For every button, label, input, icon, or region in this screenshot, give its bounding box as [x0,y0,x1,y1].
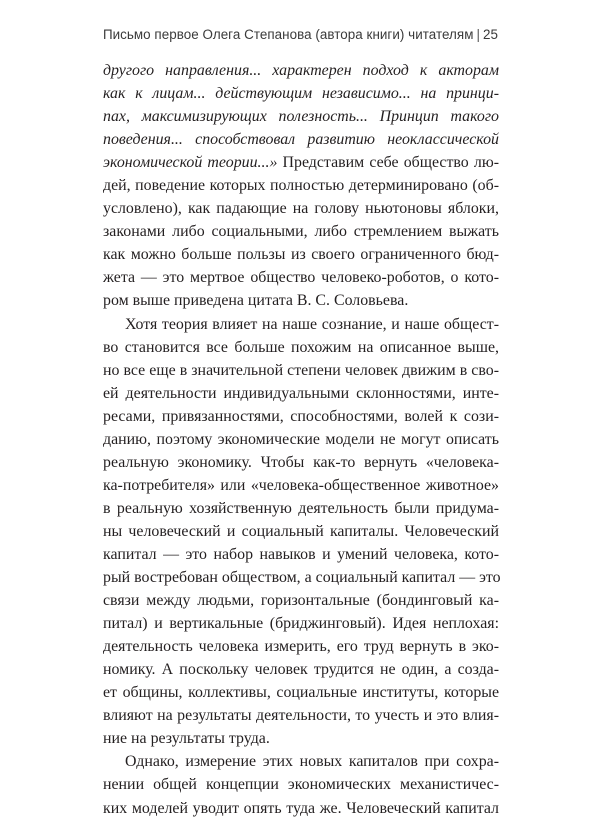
text-line: номику. А поскольку человек трудится не один, а созда- [103,661,499,679]
italic-quote: поведения... способствовал развитию неоклассической [103,131,499,149]
text-line: жета — это мертвое общество человеко-роботов, о кото- [103,269,499,287]
text-line: в реальную хозяйственную деятельность были придума- [103,499,499,517]
text-line [103,82,499,105]
page-number: 25 [483,27,498,42]
text-line: капитал — это набор навыков и умений человека, кото- [103,545,499,563]
text-line: ет общины, коллективы, социальные институты, которые [103,684,499,702]
text-line: данию, поэтому экономические модели не могут описать [103,430,499,448]
running-title: Письмо первое Олега Степанова (автора книги) читателям [102,27,474,42]
paragraph-first-line: Хотя теория влияет на наше сознание, и наше общест- [125,315,499,333]
italic-quote: экономической теории...» [103,154,278,172]
header-separator: | [476,27,480,42]
text-line: ких моделей уводит опять туда же. Человеческий капитал [103,799,499,817]
italic-quote: другого направления... характерен подход к акторам [103,62,499,79]
text-line: экономической теории...» Представим себе общество лю- [103,154,499,172]
text-line: условлено), как падающие на голову ньютоновы яблоки, [103,200,499,218]
running-head [0,27,498,42]
text-line: деятельность человека измерить, его труд вернуть в эко- [103,638,499,656]
text-line [103,128,499,151]
text-line: дей, поведение которых полностью детерминировано (об- [103,177,499,195]
text-line: но все еще в значительной степени человек движим в сво- [103,361,499,379]
paragraph-first-line: Однако, измерение этих новых капиталов при сохра- [125,753,499,771]
text-line: во становится все больше похожим на описанное выше, [103,338,499,356]
page-body [103,59,499,820]
text-line [103,105,499,128]
italic-quote: как к лицам... действующим независимо... на принци- [103,85,499,103]
text-line: как можно больше пользы из своего ограниченного бюд- [103,246,499,264]
text-line: законами либо социальными, либо стремлением выжать [103,223,499,241]
text-line: реальную экономику. Чтобы как-то вернуть «человека- [103,453,499,471]
text-line: ром выше приведена цитата В. С. Соловьева. [103,292,409,310]
text-line: влияют на результаты деятельности, то учесть и это влия- [103,707,499,725]
text-line: нении общей концепции экономических механистичес- [103,776,499,794]
text-line: ние на результаты труда. [103,730,270,748]
text-line: ка-потребителя» или «человека-общественное животное» [103,476,499,494]
text-line [103,59,499,82]
text-line: питал) и вертикальные (бриджинговый). Идея неплохая: [103,615,499,633]
text-line: рый востребован обществом, а социальный капитал — это [103,569,501,587]
text-line: ресами, привязанностями, способностями, волей к сози- [103,407,499,425]
text-line: ны человеческий и социальный капиталы. Человеческий [103,522,499,540]
text-line: связи между людьми, горизонтальные (бондинговый ка- [103,592,499,610]
italic-quote: пах, максимизирующих полезность... Принцип такого [103,108,499,126]
text-line: ей деятельности индивидуальными склонностями, инте- [103,384,499,402]
